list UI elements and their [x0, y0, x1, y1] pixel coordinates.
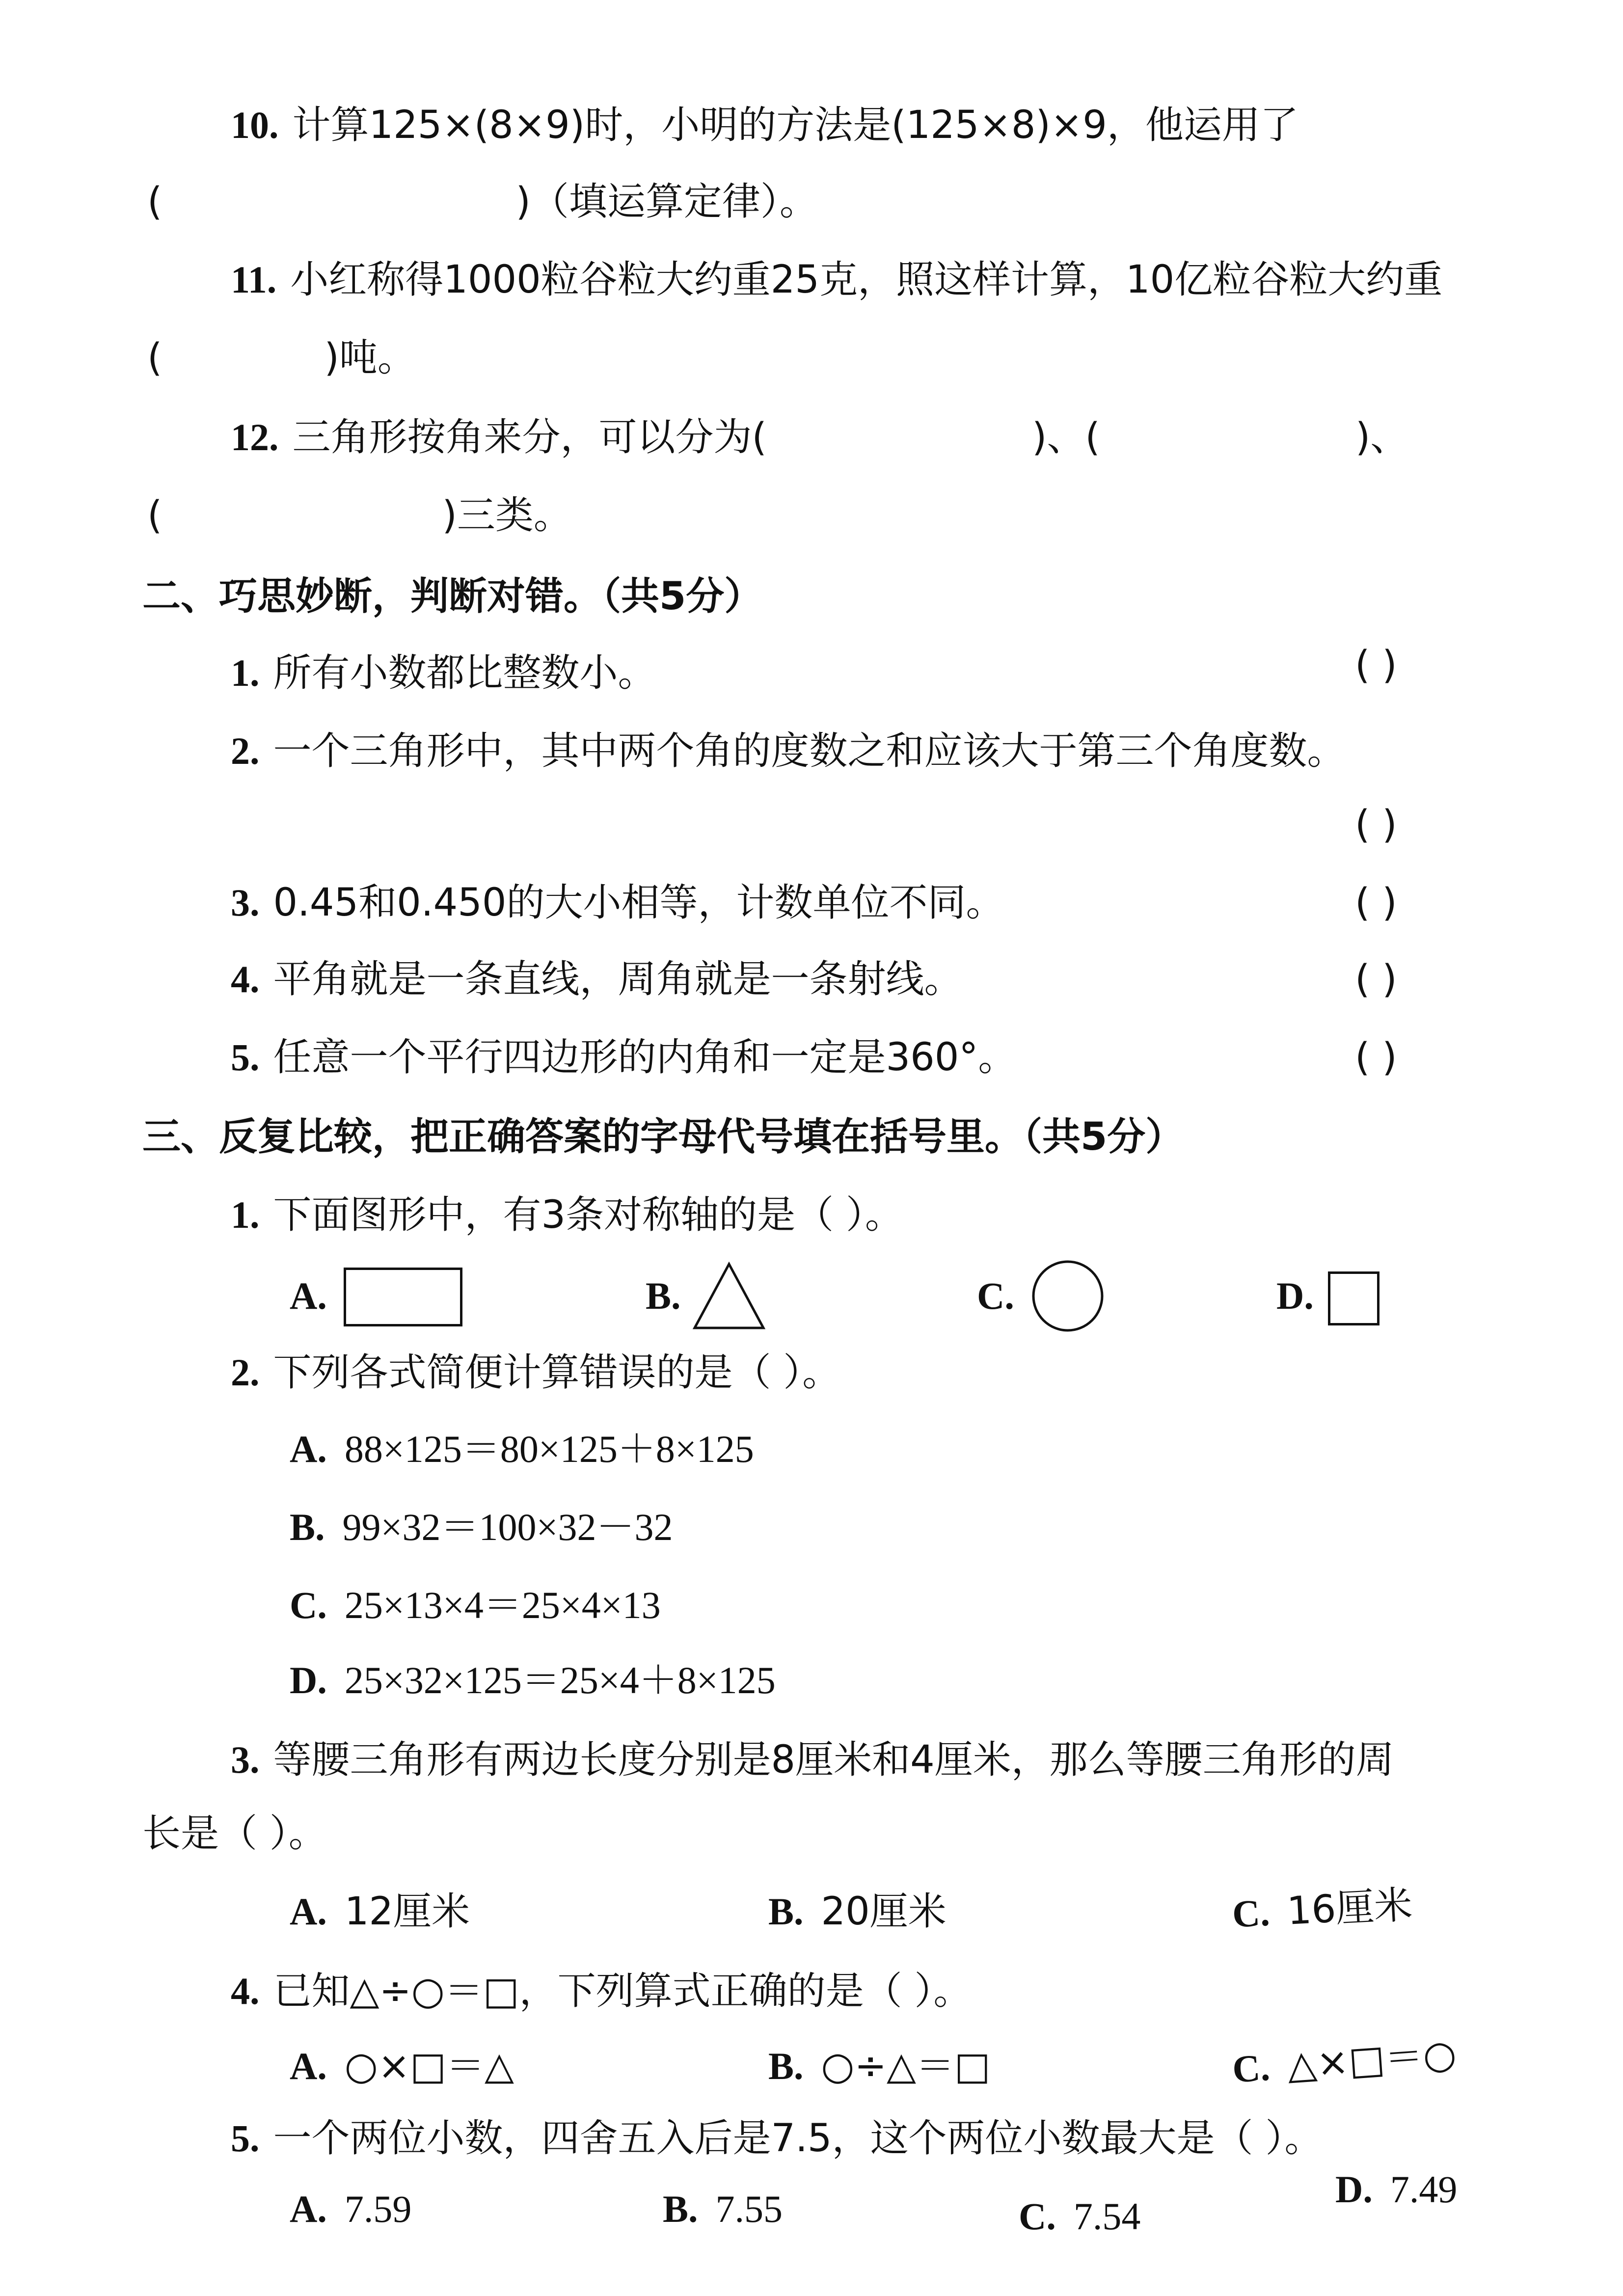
option-label: B.	[290, 1506, 325, 1548]
option-d[interactable]	[1276, 1271, 1331, 1321]
judge-item-2	[231, 727, 1346, 776]
option-text: △×□＝○	[1285, 2032, 1458, 2088]
option-a[interactable]	[290, 1425, 754, 1474]
option-label: A.	[290, 1428, 327, 1470]
rectangle-icon	[344, 1268, 462, 1326]
question-text: 小红称得1000粒谷粒大约重25克，照这样计算，10亿粒谷粒大约重	[290, 258, 1443, 302]
blank-close: )（填运算定律）。	[515, 180, 818, 224]
option-text: 7.55	[715, 2188, 783, 2230]
square-icon	[1328, 1271, 1380, 1325]
option-label: B.	[768, 2045, 804, 2087]
option-label: A.	[290, 1274, 327, 1317]
judge-item-4	[231, 955, 963, 1004]
question-11	[231, 255, 1442, 304]
option-c[interactable]	[977, 1271, 1032, 1321]
option-a[interactable]	[290, 2185, 411, 2234]
mc-question-4	[231, 1967, 972, 2016]
option-label: A.	[290, 2188, 327, 2230]
option-label: C.	[1019, 2195, 1056, 2238]
option-text: 25×32×125＝25×4＋8×125	[344, 1659, 776, 1702]
option-label: D.	[290, 1659, 327, 1702]
option-label: B.	[663, 2188, 698, 2230]
question-text: 下面图形中，有3条对称轴的是（ ）。	[273, 1193, 903, 1237]
blank-open: (	[147, 180, 162, 224]
option-text: 7.49	[1390, 2168, 1458, 2211]
question-text: 所有小数都比整数小。	[273, 651, 656, 695]
question-10	[231, 101, 1298, 150]
question-text: 一个两位小数，四舍五入后是7.5，这个两位小数最大是（ ）。	[273, 2116, 1323, 2161]
question-number: 1.	[231, 1193, 260, 1236]
question-text: 等腰三角形有两边长度分别是8厘米和4厘米，那么等腰三角形的周	[273, 1738, 1394, 1782]
option-text: 7.59	[344, 2188, 412, 2230]
answer-bracket[interactable]: ( )	[1355, 1035, 1397, 1080]
option-c[interactable]	[290, 1581, 661, 1630]
mc-question-5	[231, 2114, 1323, 2163]
blank-open: (	[147, 493, 162, 538]
question-text: 任意一个平行四边形的内角和一定是360°。	[273, 1035, 1017, 1080]
option-d[interactable]	[290, 1656, 776, 1705]
question-text: 三角形按角来分，可以分为(	[292, 415, 767, 459]
mc-question-2	[231, 1348, 840, 1397]
option-text: 7.54	[1073, 2195, 1141, 2238]
option-text: 99×32＝100×32－32	[342, 1506, 673, 1548]
option-label: C.	[290, 1584, 327, 1626]
question-number: 4.	[231, 958, 260, 1000]
question-text: 平角就是一条直线，周角就是一条射线。	[273, 957, 963, 1001]
option-b[interactable]	[646, 1271, 699, 1321]
question-number: 5.	[231, 2117, 260, 2160]
section-3-heading: 三、反复比较，把正确答案的字母代号填在括号里。（共5分）	[142, 1115, 1184, 1159]
option-text: 16厘米	[1286, 1883, 1414, 1934]
section-2-heading: 二、巧思妙断，判断对错。（共5分）	[142, 574, 763, 619]
judge-item-1	[231, 648, 656, 698]
option-label: D.	[1276, 1274, 1314, 1317]
option-a[interactable]	[290, 1271, 345, 1321]
answer-bracket[interactable]: ( )	[1355, 881, 1397, 925]
triangle-icon	[692, 1262, 766, 1330]
question-number: 4.	[231, 1970, 260, 2012]
question-text: 已知△÷○＝□，下列算式正确的是（ ）。	[273, 1969, 972, 2013]
question-number: 12.	[231, 416, 279, 459]
question-number: 2.	[231, 729, 260, 772]
question-text: 0.45和0.450的大小相等，计数单位不同。	[273, 881, 1004, 925]
answer-bracket[interactable]: ( )	[1355, 957, 1397, 1001]
option-b[interactable]	[663, 2185, 783, 2234]
blank-close: )三类。	[442, 493, 572, 538]
question-10-line2	[147, 177, 818, 226]
circle-icon	[1031, 1259, 1105, 1333]
question-number: 10.	[231, 104, 279, 146]
option-label: C.	[977, 1274, 1014, 1317]
question-number: 5.	[231, 1036, 260, 1079]
blank-close: )、	[1355, 415, 1409, 459]
question-number: 1.	[231, 651, 260, 694]
judge-item-3	[231, 878, 1004, 927]
mc-question-1	[231, 1190, 903, 1240]
option-d[interactable]	[1335, 2165, 1457, 2214]
option-text: 25×13×4＝25×4×13	[344, 1584, 661, 1626]
option-a[interactable]	[290, 1887, 470, 1936]
option-text: 20厘米	[821, 1890, 947, 1934]
option-label: B.	[768, 1890, 804, 1933]
question-number: 11.	[231, 258, 277, 301]
question-12	[231, 413, 1408, 462]
answer-bracket[interactable]: ( )	[1355, 643, 1397, 687]
option-label: C.	[1231, 2045, 1271, 2091]
option-b[interactable]	[768, 1887, 947, 1936]
question-number: 3.	[231, 881, 260, 924]
blank-open: (	[147, 336, 162, 380]
question-text: 一个三角形中，其中两个角的度数之和应该大于第三个角度数。	[273, 729, 1346, 773]
option-label: B.	[646, 1274, 681, 1317]
option-c[interactable]	[1231, 1880, 1414, 1939]
mc-question-3	[231, 1735, 1394, 1784]
option-text: ○×□＝△	[344, 2044, 514, 2088]
judge-item-5	[231, 1033, 1016, 1082]
option-c[interactable]	[1231, 2029, 1458, 2094]
option-b[interactable]	[768, 2042, 991, 2091]
option-b[interactable]	[290, 1503, 673, 1552]
question-12-line2	[147, 491, 572, 540]
blank-close: )吨。	[324, 336, 416, 380]
question-text: 计算125×(8×9)时，小明的方法是(125×8)×9，他运用了	[292, 103, 1298, 147]
option-text: ○÷△＝□	[821, 2044, 991, 2088]
option-label: A.	[290, 2045, 327, 2087]
option-text: 88×125＝80×125＋8×125	[344, 1428, 754, 1470]
option-text: 12厘米	[344, 1890, 470, 1934]
blank-close: )、(	[1031, 415, 1100, 459]
answer-bracket[interactable]: ( )	[1355, 803, 1397, 847]
option-label: C.	[1231, 1891, 1271, 1936]
question-11-line2	[147, 333, 416, 382]
option-label: D.	[1335, 2168, 1373, 2211]
mc-question-3-line2: 长是（ ）。	[142, 1811, 327, 1856]
option-c[interactable]	[1019, 2192, 1140, 2241]
question-number: 3.	[231, 1738, 260, 1781]
option-a[interactable]	[290, 2042, 514, 2091]
question-number: 2.	[231, 1351, 260, 1394]
question-text: 下列各式简便计算错误的是（ ）。	[273, 1351, 841, 1395]
option-label: A.	[290, 1890, 327, 1933]
